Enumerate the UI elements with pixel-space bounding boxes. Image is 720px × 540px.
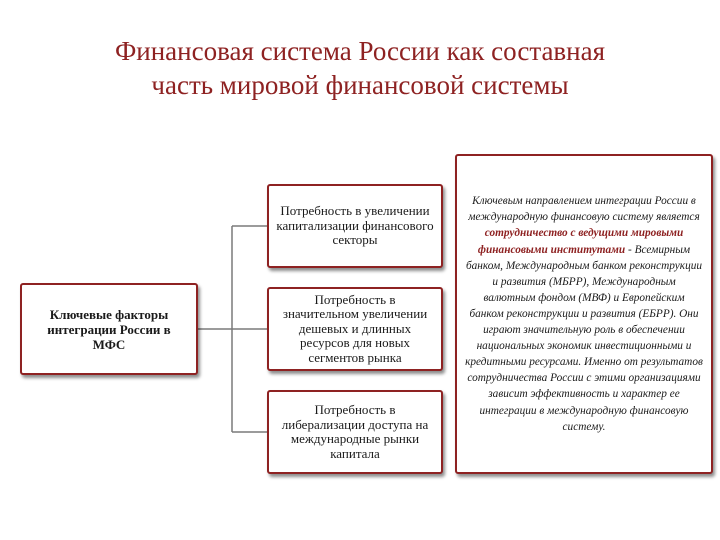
need-capitalization-label: Потребность в увеличении капитализации финансового секторы: [276, 203, 434, 248]
need-liberalization-label: Потребность в либерализации доступа на международные рынки капитала: [281, 402, 429, 461]
integration-rest: - Всемирным банком, Международным банком реконструкции и развития (МБРР), Международным валютным фондом (МВФ) и Европейским банком реконструкции и развития (ЕБРР). Они играют значительную роль в обеспечении национальных экономик инвестиционными и кредитными ресурсами. Именно от результатов сотрудничества России с этими организациями зависит эффективность и характер ее интеграции в международную финансовую систему.: [465, 243, 703, 433]
key-factors-box: [20, 283, 198, 375]
title-line-2: часть мировой финансовой системы: [151, 70, 569, 100]
integration-intro: Ключевым направлением интеграции России в международную финансовую систему является: [468, 195, 700, 224]
need-cheap-resources-box: [267, 287, 443, 371]
title-line-1: Финансовая система России как составная: [114, 36, 606, 66]
need-cheap-resources-label: Потребность в значительном увеличении дешевых и длинных ресурсов для новых сегментов рынка: [282, 291, 428, 365]
need-liberalization-box: [267, 390, 443, 474]
integration-description: [465, 193, 703, 434]
key-factors-label: Ключевые факторы интеграции России в МФС: [47, 306, 171, 352]
need-capitalization-box: [267, 184, 443, 268]
integration-highlight: сотрудничество с ведущими мировыми финансовыми институтами: [477, 227, 684, 256]
slide-title: [30, 34, 690, 102]
integration-description-box: [455, 154, 713, 474]
